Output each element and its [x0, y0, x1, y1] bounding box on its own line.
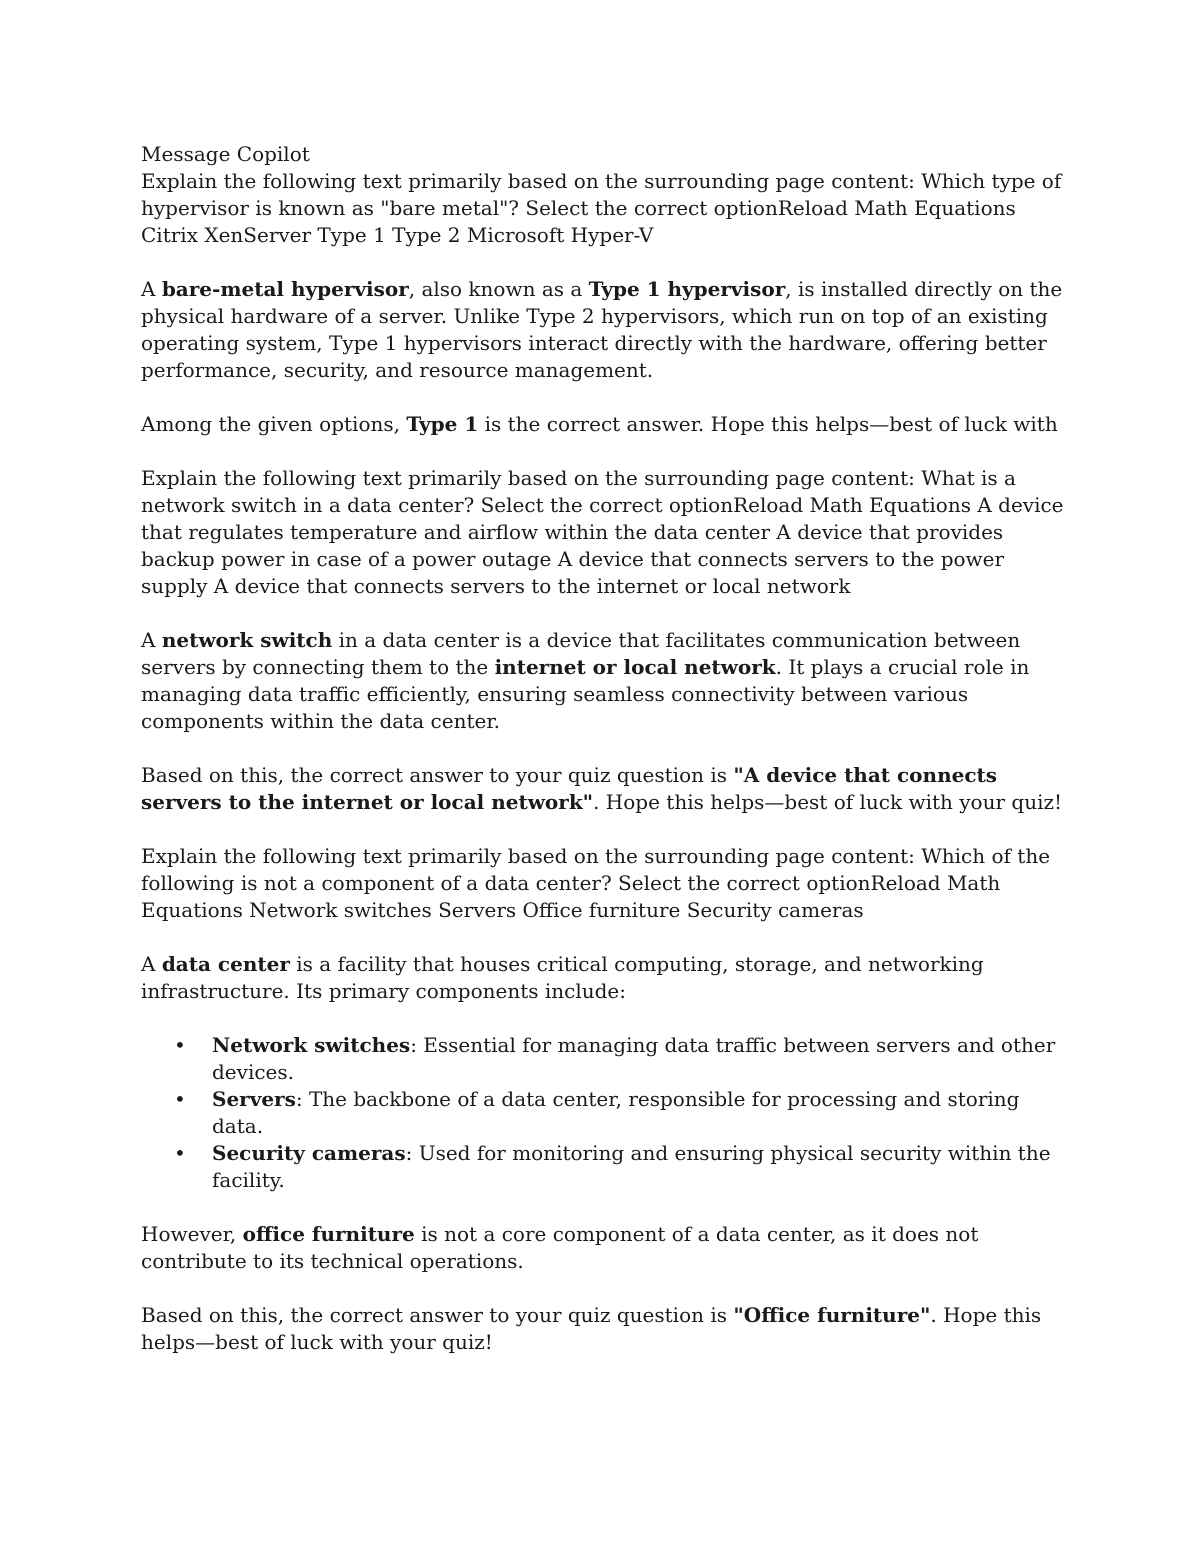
answer-2-explanation: A network switch in a data center is a device that facilitates communication between servers by connecting them to the internet or local network. It plays a crucial role in managing data traffic efficiently, ensuring seamless connectivity between various components within the data center.: [141, 628, 1030, 733]
list-item: • Security cameras: Used for monitoring and ensuring physical security within the facility.: [174, 1141, 1051, 1192]
page-title: Message Copilot: [141, 142, 310, 166]
bullet-icon: •: [174, 1141, 186, 1165]
document-body: [141, 141, 1071, 1383]
question-3: Explain the following text primarily based on the surrounding page content: Which of the following is not a component of a data center? Select the correct optionReload Math Equations Network switches Servers Office furniture Security cameras: [141, 844, 1051, 922]
answer-1-explanation: A bare-metal hypervisor, also known as a Type 1 hypervisor, is installed directly on the physical hardware of a server. Unlike Type 2 hypervisors, which run on top of an existing operating system, Type 1 hypervisors interact directly with the hardware, offering better performance, security, and resource management.: [141, 277, 1063, 382]
answer-2-conclusion: Based on this, the correct answer to your quiz question is "A device that connects servers to the internet or local network". Hope this helps—best of luck with your quiz!: [141, 763, 1063, 814]
components-list: [141, 1032, 1071, 1194]
question-1: Explain the following text primarily based on the surrounding page content: Which type of hypervisor is known as "bare metal"? Select the correct optionReload Math Equations Citrix XenServer Type 1 Type 2 Microsoft Hyper-V: [141, 169, 1062, 247]
answer-3-intro: A data center is a facility that houses critical computing, storage, and networking infrastructure. Its primary components include:: [141, 952, 984, 1003]
bullet-icon: •: [174, 1033, 186, 1057]
answer-3-however: However, office furniture is not a core component of a data center, as it does not contribute to its technical operations.: [141, 1222, 979, 1273]
answer-3-conclusion: Based on this, the correct answer to your quiz question is "Office furniture". Hope this helps—best of luck with your quiz!: [141, 1303, 1042, 1354]
list-item: • Servers: The backbone of a data center, responsible for processing and storing data.: [174, 1087, 1020, 1138]
list-item: • Network switches: Essential for managing data traffic between servers and other devices.: [174, 1033, 1056, 1084]
bullet-icon: •: [174, 1087, 186, 1111]
answer-1-conclusion: Among the given options, Type 1 is the correct answer. Hope this helps—best of luck with: [141, 412, 1058, 436]
question-2: Explain the following text primarily based on the surrounding page content: What is a network switch in a data center? Select the correct optionReload Math Equations A device that regulates temperature and airflow within the data center A device that provides backup power in case of a power outage A device that connects servers to the power supply A device that connects servers to the internet or local network: [141, 466, 1064, 598]
